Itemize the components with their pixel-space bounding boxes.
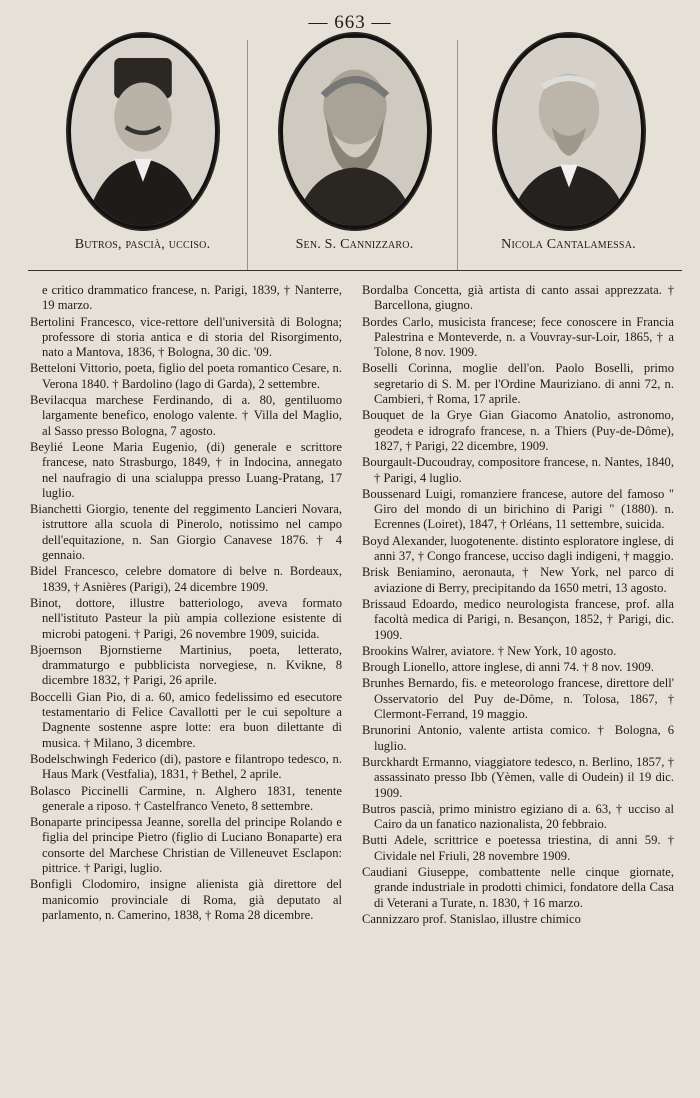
- entry: Bidel Francesco, celebre domatore di belve n. Bordeaux, 1839, † Asnières (Parigi), 24 dicembre 1909.: [30, 564, 342, 594]
- obituary-columns: [30, 283, 680, 1083]
- entry: Bourgault-Ducoudray, compositore francese, n. Nantes, 1840, † Parigi, 4 luglio.: [362, 455, 674, 485]
- entry: Brough Lionello, attore inglese, di anni 74. † 8 nov. 1909.: [362, 660, 654, 675]
- entry: Bordes Carlo, musicista francese; fece conoscere in Francia Palestrina e Monteverde, n. a Vouvray-sur-Loir, 1865, † a Tolone, 8 nov. 1909.: [362, 314, 674, 360]
- entry: Binot, dottore, illustre batteriologo, aveva formato nell'istituto Pasteur la più ampia collezione esistente di microbi patogeni. † Parigi, 26 novembre 1909, suicida.: [30, 595, 342, 641]
- entry: Bianchetti Giorgio, tenente del reggimento Lancieri Novara, istruttore alla scuola di Pinerolo, notissimo nel campo dell'equitazione, n. San Giorgio Canavese 1876. † 4 gennaio.: [30, 502, 342, 563]
- entry: Boussenard Luigi, romanziere francese, autore del famoso " Giro del mondo di un birichino di Parigi " (1880). n. Ecrennes (Loiret), 1847, † Orléans, 11 settembre, suicida.: [362, 486, 674, 532]
- entry: Bolasco Piccinelli Carmine, n. Alghero 1831, tenente generale a riposo. † Castelfranco Veneto, 8 settembre.: [30, 783, 342, 813]
- entry: Bevilacqua marchese Ferdinando, di a. 80, gentiluomo largamente benefico, enologo valente. † Villa del Maglio, al Sasso presso Bologna, 7 agosto.: [30, 393, 342, 438]
- entry: Caudiani Giuseppe, combattente nelle cinque giornate, grande industriale in prodotti chimici, fondatore della Casa di Veterani a Turate, n. 1830, † 16 marzo.: [362, 864, 674, 910]
- portrait-frame: [68, 34, 218, 229]
- portrait-photo-butros: [71, 37, 215, 226]
- entry: Brunorini Antonio, valente artista comico. † Bologna, 6 luglio.: [362, 723, 674, 753]
- portrait-caption: Sen. S. Cannizzaro.: [295, 237, 414, 252]
- entry: Bonfigli Clodomiro, insigne alienista già direttore del manicomio provinciale di Roma, già deputato al parlamento, n. Camerino, 1838, † Roma 28 dicembre.: [30, 877, 342, 922]
- entry: Bjoernson Bjornstierne Martinius, poeta, letterato, drammaturgo e pubblicista norvegiese, n. Kvikne, 8 dicembre 1832, † Parigi, 26 aprile.: [30, 642, 342, 688]
- portrait-caption: Nicola Cantalamessa.: [501, 237, 636, 252]
- entry: Bonaparte principessa Jeanne, sorella del principe Rolando e figlia del principe Pietro (figlio di Luciano Bonaparte) era consorte del Marchese Christian de Villeneuvet Esclapon: pittrice. † Parigi, luglio.: [30, 815, 342, 875]
- entry: Bordalba Concetta, già artista di canto assai apprezzata. † Barcellona, giugno.: [362, 283, 674, 313]
- left-column: [30, 283, 342, 924]
- column-divider: [457, 40, 458, 270]
- entry: Boyd Alexander, luogotenente. distinto esploratore inglese, di anni 37, † Congo francese, ucciso dagli indigeni, † maggio.: [362, 533, 674, 564]
- entry: Boselli Corinna, moglie dell'on. Paolo Boselli, primo segretario di S. M. per l'Ordine Mauriziano. di anni 72, n. Cambieri, † Roma, 17 aprile.: [362, 361, 674, 407]
- portrait-butros: [40, 34, 245, 253]
- column-divider: [247, 40, 248, 270]
- entry: Bertolini Francesco, vice-rettore dell'università di Bologna; professore di storia antica e di storia del Risorgimento, nato a Mantova, 1836, † Bologna, 30 dic. '09.: [30, 314, 342, 360]
- portrait-cannizzaro: [252, 34, 457, 253]
- portrait-row: [30, 34, 680, 264]
- entry: Brookins Walrer, aviatore. † New York, 10 agosto.: [362, 643, 617, 658]
- portrait-caption: Butros, pascià, ucciso.: [74, 237, 211, 252]
- entry: Betteloni Vittorio, poeta, figlio del poeta romantico Cesare, n. Verona 1840. † Bardolino (lago di Garda), 2 settembre.: [30, 361, 342, 391]
- portrait-photo-cannizzaro: [283, 37, 427, 226]
- portrait-frame: [280, 34, 430, 229]
- entry: Burckhardt Ermanno, viaggiatore tedesco, n. Berlino, 1857, † assassinato presso Ibb (Yèmen, valle di Oudein) il 19 dic. 1909.: [362, 754, 674, 800]
- entry: Cannizzaro prof. Stanislao, illustre chimico: [362, 911, 581, 926]
- page-number: — 663 —: [308, 12, 392, 33]
- entry: Boccelli Gian Pio, di a. 60, amico fedelissimo ed esecutore testamentario di Felice Cavallotti per le cui sepolture a Dagnente sostenne aspre lotte: era buon dilettante di musica. † Milano, 3 dicembre.: [30, 689, 342, 750]
- portrait-photo-cantalamessa: [497, 37, 641, 226]
- entry: Brunhes Bernardo, fis. e meteorologo francese, direttore dell' Osservatorio del Puy de-Dôme, n. Tolosa, 1867, † Clermont-Ferrand, 19 maggio.: [362, 676, 674, 722]
- right-column: [362, 283, 674, 928]
- entry: Beylié Leone Maria Eugenio, (di) generale e scrittore francese, nato Strasburgo, 1849, † in Indocina, annegato nel naufragio di una scialuppa presso Luang-Pratang, 17 luglio.: [30, 439, 342, 500]
- entry: Bouquet de la Grye Gian Giacomo Anatolio, astronomo, geodeta e idrografo francese, n. a Thiers (Puy-de-Dôme), 1827, † Parigi, 22 dicembre, 1909.: [362, 408, 674, 453]
- entry: Bodelschwingh Federico (di), pastore e filantropo tedesco, n. Haus Mark (Vestfalia), 1831, † Bethel, 2 aprile.: [30, 751, 342, 782]
- entry: e critico drammatico francese, n. Parigi, 1839, † Nanterre, 19 marzo.: [42, 283, 342, 313]
- entry: Brissaud Edoardo, medico neurologista francese, prof. alla facoltà medica di Parigi, n. Besançon, 1852, † Parigi, dic. 1909.: [362, 596, 674, 642]
- entry: Butti Adele, scrittrice e poetessa triestina, di anni 59. † Cividale nel Friuli, 28 novembre 1909.: [362, 833, 674, 863]
- portrait-cantalamessa: [466, 34, 671, 253]
- entry: Brisk Beniamino, aeronauta, † New York, nel parco di aviazione di Berry, precipitando da 1650 metri, 13 agosto.: [362, 565, 674, 595]
- header-rule: [28, 270, 682, 271]
- portrait-frame: [494, 34, 644, 229]
- entry: Butros pascià, primo ministro egiziano di a. 63, † ucciso al Cairo da un fanatico nazionalista, 20 febbraio.: [362, 801, 674, 832]
